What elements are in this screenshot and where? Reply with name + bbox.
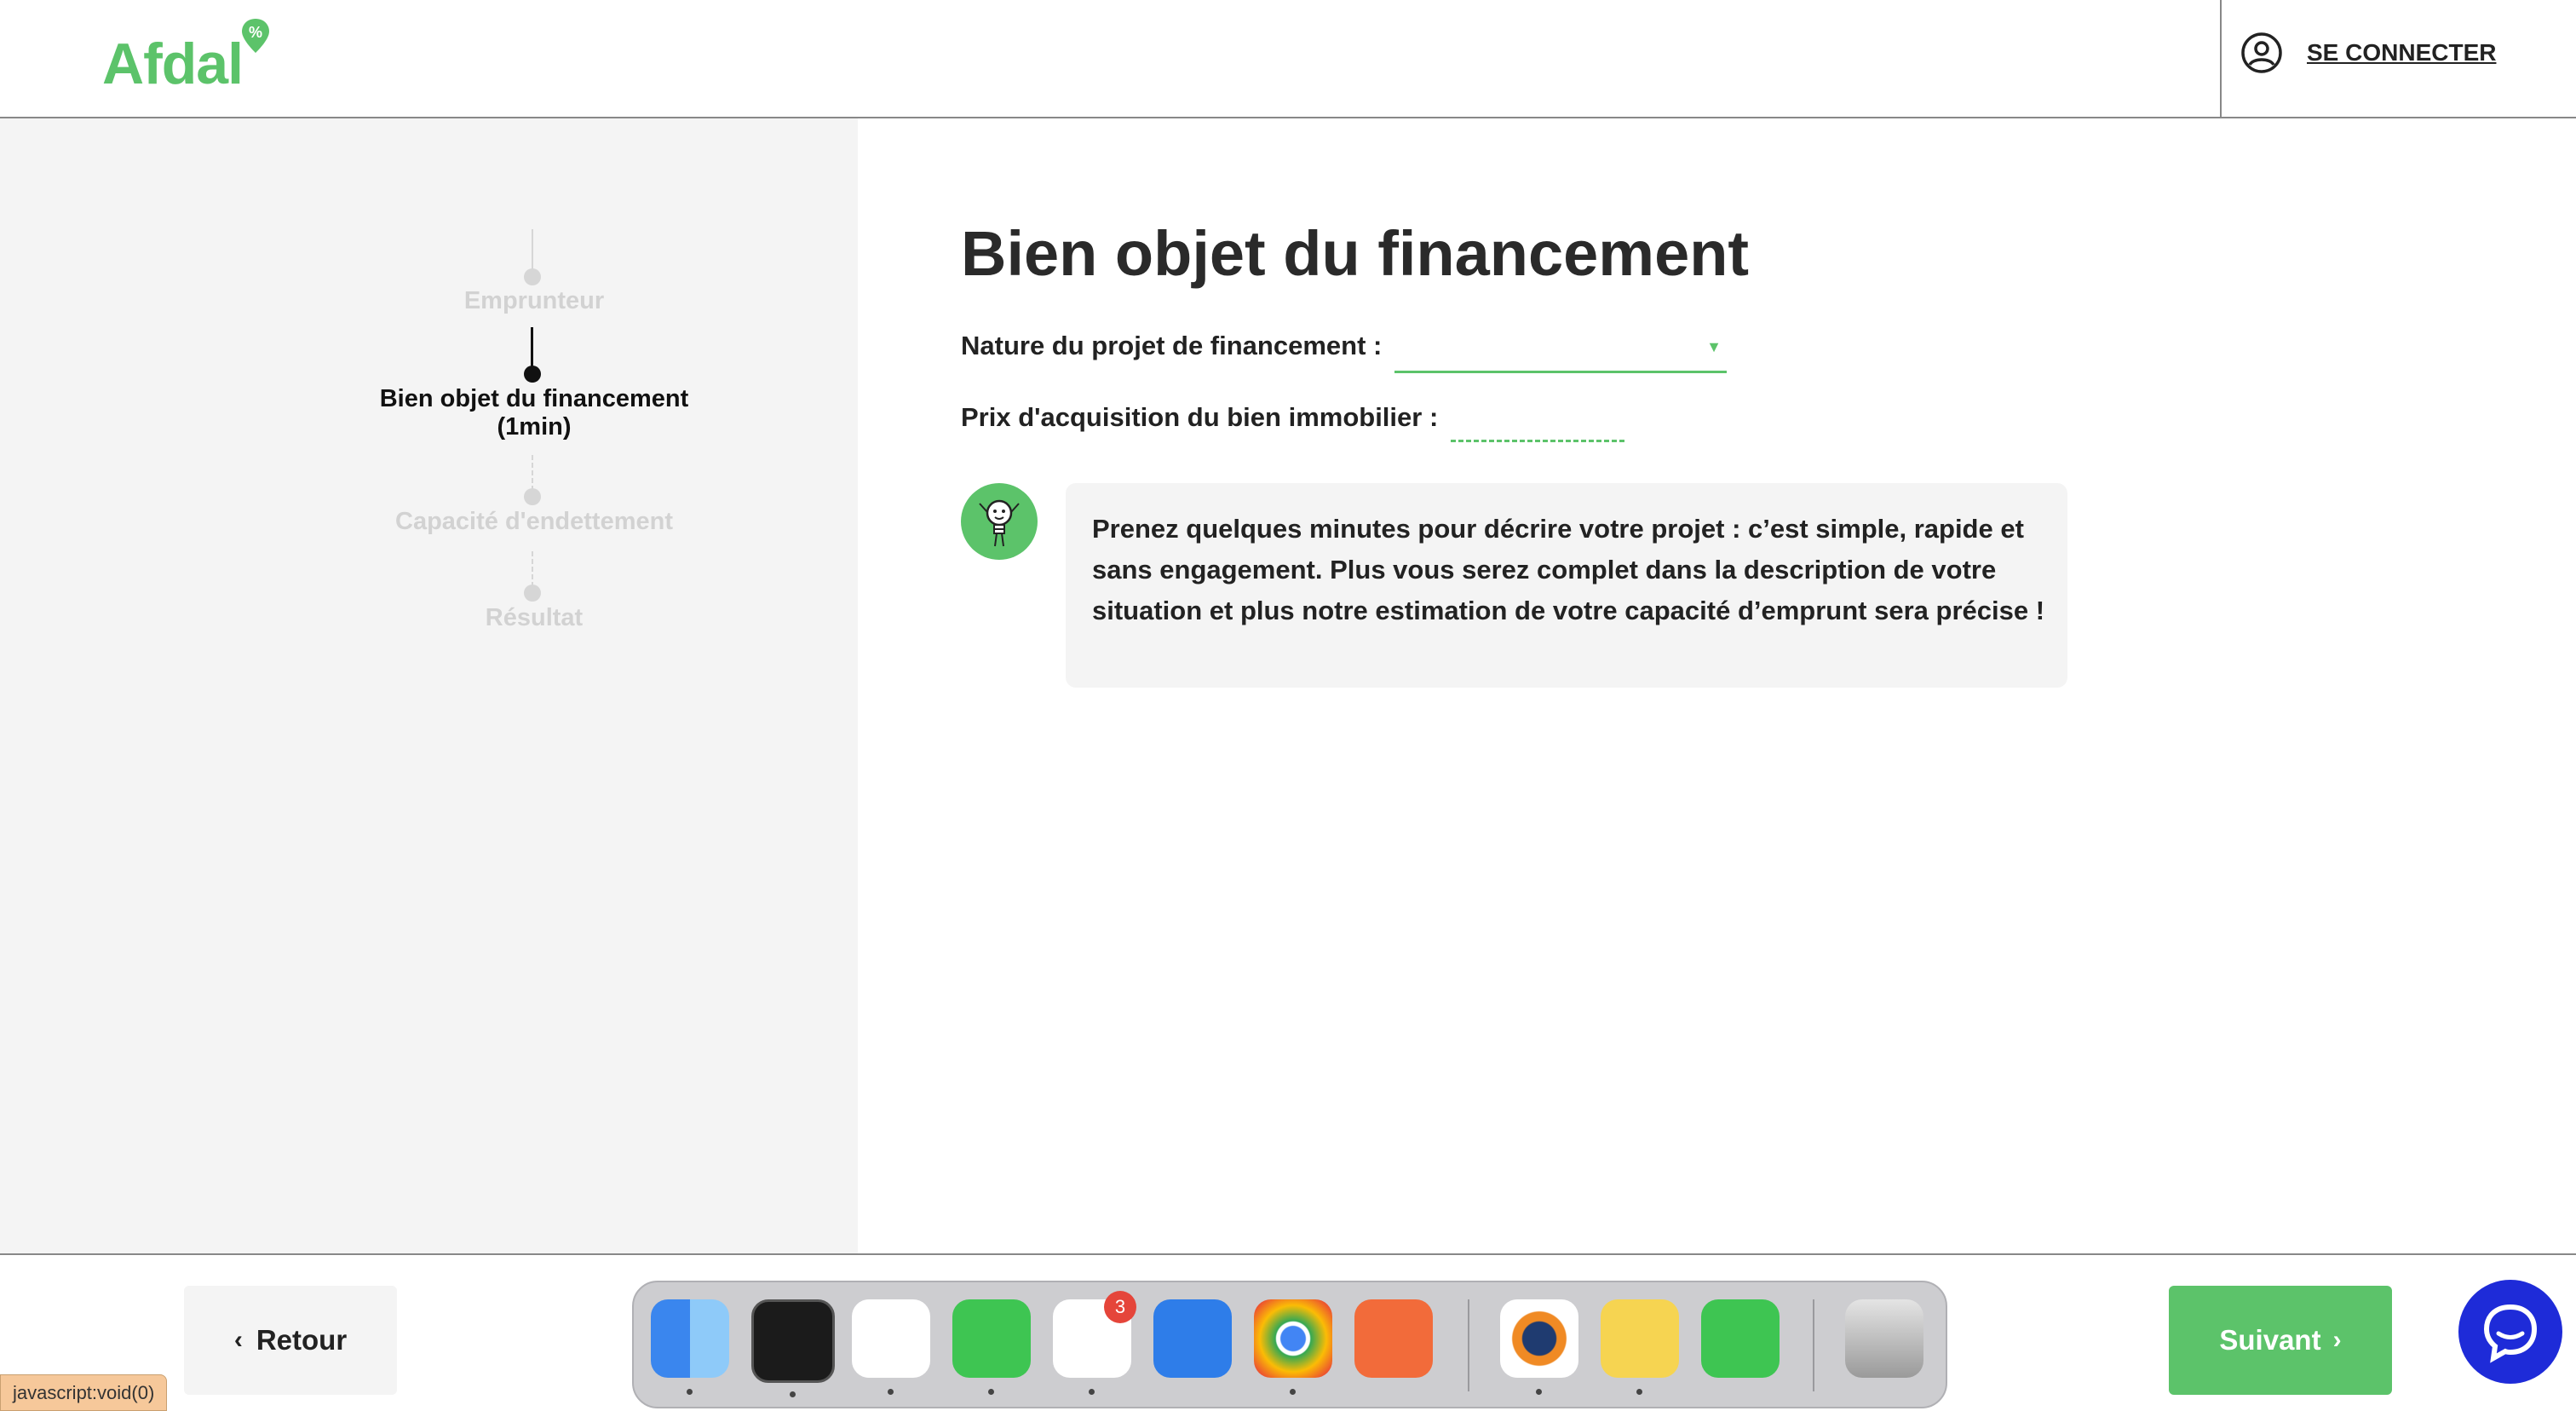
vscode-icon[interactable] <box>852 1299 930 1378</box>
step-label: Résultat <box>485 604 584 631</box>
step-emprunteur <box>0 287 1068 315</box>
price-input[interactable] <box>1451 407 1624 442</box>
header <box>0 0 2576 118</box>
postman-icon[interactable] <box>1354 1299 1433 1378</box>
nature-label: Nature du projet de financement : <box>961 331 1383 360</box>
header-divider <box>2220 0 2222 117</box>
dropdown-arrow-icon: ▼ <box>1706 338 1722 355</box>
chat-button[interactable] <box>2458 1280 2562 1384</box>
stepper-line-active <box>531 327 533 370</box>
chat-bubble-icon <box>2458 1280 2562 1384</box>
chevron-right-icon: › <box>2332 1326 2342 1354</box>
progress-sidebar <box>0 118 858 1253</box>
status-bar-url: javascript:void(0) <box>0 1374 167 1411</box>
notes-icon[interactable] <box>1601 1299 1679 1378</box>
afdal-logo[interactable] <box>102 20 281 97</box>
whatsapp-icon[interactable] <box>952 1299 1031 1378</box>
spark-mail-icon[interactable] <box>1153 1299 1232 1378</box>
step-duration: (1min) <box>497 413 572 441</box>
chevron-left-icon: ‹ <box>233 1326 243 1354</box>
login-button[interactable] <box>2240 29 2496 77</box>
dock-separator <box>1468 1299 1469 1391</box>
step-label: Capacité d'endettement <box>395 508 673 535</box>
back-button[interactable] <box>184 1286 397 1395</box>
chrome-icon[interactable] <box>1254 1299 1332 1378</box>
percent-pin-icon <box>240 17 271 55</box>
step-label-active: Bien objet du financement <box>379 385 689 412</box>
svg-text:%: % <box>248 24 263 41</box>
step-capacite <box>0 508 1068 536</box>
step-label: Emprunteur <box>463 287 605 314</box>
user-circle-icon <box>2240 32 2283 74</box>
stepper-line-dashed <box>532 551 533 587</box>
logo-text: Afdal <box>102 32 243 96</box>
trash-icon[interactable] <box>1845 1299 1923 1378</box>
price-label: Prix d'acquisition du bien immobilier : <box>961 402 1439 432</box>
step-resultat <box>0 604 1068 632</box>
next-label: Suivant <box>2219 1324 2321 1356</box>
openvpn-icon[interactable] <box>1500 1299 1578 1378</box>
info-text: Prenez quelques minutes pour décrire votre projet : c’est simple, rapide et sans engagement. Plus vous serez complet dans la description de votre situation et plus notre estimation de votre capacité d’emprunt sera précise ! <box>1092 514 2045 625</box>
dock-separator <box>1813 1299 1814 1391</box>
stepper-dot-todo <box>524 488 541 505</box>
back-label: Retour <box>256 1324 348 1356</box>
next-button[interactable] <box>2169 1286 2392 1395</box>
stepper <box>0 118 1068 800</box>
stepper-line <box>532 229 533 272</box>
step-bien-objet <box>0 385 1068 441</box>
lightbulb-mascot-icon <box>961 483 1038 560</box>
stepper-dot-done <box>524 268 541 285</box>
stepper-line-dashed <box>532 455 533 491</box>
info-callout <box>1066 483 2067 688</box>
stepper-dot-todo <box>524 585 541 602</box>
nature-select[interactable] <box>1394 328 1727 373</box>
page-title: Bien objet du financement <box>961 218 1750 289</box>
terminal-icon[interactable] <box>751 1299 835 1383</box>
slack-icon[interactable] <box>1053 1296 1131 1378</box>
login-label: SE CONNECTER <box>2307 39 2497 66</box>
stepper-dot-active <box>524 366 541 383</box>
notification-badge: 3 <box>1104 1291 1136 1323</box>
macos-dock <box>632 1281 1947 1408</box>
finder-icon[interactable] <box>651 1299 729 1378</box>
facetime-icon[interactable] <box>1701 1299 1780 1378</box>
